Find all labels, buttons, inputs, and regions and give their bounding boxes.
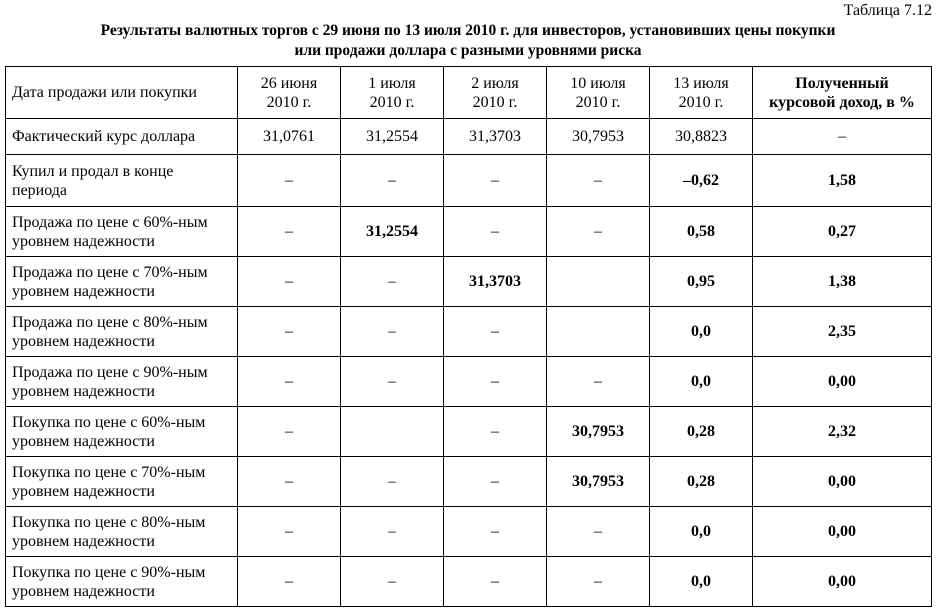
cell-jun26: –	[238, 155, 341, 207]
cell-jun26: –	[238, 307, 341, 357]
row-label: Фактический курс доллара	[6, 119, 238, 155]
table-row-sell-70	[6, 257, 932, 307]
cell-jun26: –	[238, 507, 341, 557]
cell-income: 2,35	[753, 307, 932, 357]
cell-jun26: –	[238, 257, 341, 307]
table-caption	[40, 21, 896, 61]
table-row-buy-70	[6, 457, 932, 507]
cell-jul01: 31,2554	[341, 207, 444, 257]
table-row-buy-90	[6, 557, 932, 607]
cell-jul01	[341, 407, 444, 457]
header-date-jun26: 26 июня 2010 г.	[238, 67, 341, 119]
cell-income: 0,00	[753, 357, 932, 407]
header-income: Полученный курсовой доход, в %	[753, 67, 932, 119]
cell-income: 2,32	[753, 407, 932, 457]
row-label: Продажа по цене с 60%-ным уровнем надежности	[6, 207, 238, 257]
cell-jul01: 31,2554	[341, 119, 444, 155]
table-row-actual-rate	[6, 119, 932, 155]
cell-jul02: –	[444, 407, 547, 457]
cell-jul13: –0,62	[650, 155, 753, 207]
header-date-jul10: 10 июля 2010 г.	[547, 67, 650, 119]
caption-line-1: Результаты валютных торгов с 29 июня по 13 июля 2010 г. для инвесторов, установивших цены покупки	[100, 22, 836, 39]
cell-jul02: –	[444, 307, 547, 357]
cell-jul10: 30,7953	[547, 407, 650, 457]
cell-jul10: 30,7953	[547, 119, 650, 155]
cell-jul02: –	[444, 557, 547, 607]
row-label: Покупка по цене с 70%-ным уровнем надежности	[6, 457, 238, 507]
cell-income: 0,00	[753, 457, 932, 507]
cell-jun26: 31,0761	[238, 119, 341, 155]
table-row-sell-60	[6, 207, 932, 257]
row-label: Покупка по цене с 60%-ным уровнем надежности	[6, 407, 238, 457]
cell-income: 0,00	[753, 507, 932, 557]
caption-line-2: или продажи доллара с разными уровнями риска	[294, 42, 642, 59]
cell-jul01: –	[341, 357, 444, 407]
cell-income: 1,58	[753, 155, 932, 207]
cell-jun26: –	[238, 457, 341, 507]
cell-jun26: –	[238, 207, 341, 257]
cell-jul01: –	[341, 457, 444, 507]
cell-jul10	[547, 257, 650, 307]
cell-income: 0,27	[753, 207, 932, 257]
cell-jul10: 30,7953	[547, 457, 650, 507]
cell-jul02: 31,3703	[444, 257, 547, 307]
cell-jul02: –	[444, 507, 547, 557]
cell-jul02: 31,3703	[444, 119, 547, 155]
header-row	[6, 67, 932, 119]
table-row-sell-80	[6, 307, 932, 357]
cell-jul13: 0,28	[650, 407, 753, 457]
row-label: Покупка по цене с 80%-ным уровнем надежности	[6, 507, 238, 557]
currency-trading-table	[5, 66, 932, 607]
header-date-label: Дата продажи или покупки	[6, 67, 238, 119]
cell-jul10	[547, 307, 650, 357]
cell-jul10: –	[547, 507, 650, 557]
row-label: Купил и продал в конце периода	[6, 155, 238, 207]
cell-jul01: –	[341, 257, 444, 307]
cell-jul10: –	[547, 357, 650, 407]
cell-jul01: –	[341, 507, 444, 557]
cell-jul13: 30,8823	[650, 119, 753, 155]
cell-jul13: 0,58	[650, 207, 753, 257]
cell-income: –	[753, 119, 932, 155]
cell-jul02: –	[444, 457, 547, 507]
cell-jul02: –	[444, 357, 547, 407]
cell-jul02: –	[444, 207, 547, 257]
cell-jul01: –	[341, 307, 444, 357]
cell-income: 0,00	[753, 557, 932, 607]
header-date-jul02: 2 июля 2010 г.	[444, 67, 547, 119]
cell-jun26: –	[238, 407, 341, 457]
header-date-jul13: 13 июля 2010 г.	[650, 67, 753, 119]
header-date-jul01: 1 июля 2010 г.	[341, 67, 444, 119]
cell-jul13: 0,28	[650, 457, 753, 507]
cell-jul10: –	[547, 155, 650, 207]
table-row-sell-90	[6, 357, 932, 407]
cell-jul10: –	[547, 207, 650, 257]
cell-jul01: –	[341, 155, 444, 207]
row-label: Продажа по цене с 90%-ным уровнем надежности	[6, 357, 238, 407]
row-label: Покупка по цене с 90%-ным уровнем надежности	[6, 557, 238, 607]
cell-jul01: –	[341, 557, 444, 607]
cell-jul13: 0,0	[650, 507, 753, 557]
table-row-buy-60	[6, 407, 932, 457]
table-row-buy-sell-period-end	[6, 155, 932, 207]
cell-jun26: –	[238, 557, 341, 607]
cell-jun26: –	[238, 357, 341, 407]
cell-income: 1,38	[753, 257, 932, 307]
cell-jul10: –	[547, 557, 650, 607]
cell-jul13: 0,0	[650, 307, 753, 357]
row-label: Продажа по цене с 80%-ным уровнем надежности	[6, 307, 238, 357]
cell-jul13: 0,0	[650, 357, 753, 407]
cell-jul02: –	[444, 155, 547, 207]
cell-jul13: 0,95	[650, 257, 753, 307]
table-row-buy-80	[6, 507, 932, 557]
row-label: Продажа по цене с 70%-ным уровнем надежности	[6, 257, 238, 307]
table-number: Таблица 7.12	[843, 2, 932, 19]
cell-jul13: 0,0	[650, 557, 753, 607]
